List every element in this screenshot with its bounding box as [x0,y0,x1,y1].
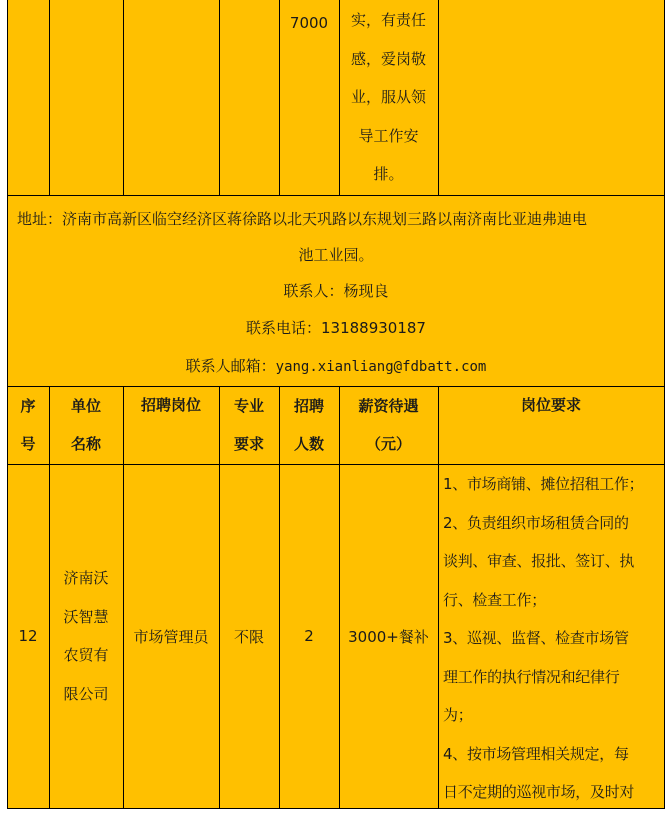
address-text: 池工业园。 [298,246,374,264]
count-text: 2 [304,627,314,645]
column-divider [438,0,439,195]
major-cell [219,464,279,808]
recruitment-table [7,0,665,809]
address-line [7,199,665,239]
row-no-text: 12 [18,627,38,645]
requirements-line: 排。 [373,165,404,183]
header-count [279,386,339,464]
contact-person-text: 联系人：杨现良 [283,282,389,300]
requirements-line: 日不定期的巡视市场，及时对 [443,783,635,801]
requirements-line: 感，爱岗敬 [350,49,426,68]
header-text: 号 [20,435,36,453]
contact-email [7,348,665,384]
requirements-line: 谈判、审查、报批、签订、执 [443,552,635,570]
row-no [7,464,49,808]
position-cell [123,464,219,808]
requirements-line: 理工作的执行情况和纪律行 [443,667,620,686]
header-salary [339,386,438,464]
count-cell [279,464,339,808]
requirements-line: 业，服从领 [350,88,426,106]
requirements-line: 行、检查工作； [443,590,546,609]
column-divider [49,0,50,195]
header-text: 薪资待遇 [358,397,419,415]
company-line: 农贸有 [63,646,109,664]
requirements-line: 导工作安 [358,126,419,145]
header-text: 招聘 [293,397,324,415]
address-text: 地址：济南市高新区临空经济区蒋徐路以北天巩路以东规划三路以南济南比亚迪弗迪电 [17,210,588,228]
salary-value: 7000 [289,14,329,32]
header-text: 要求 [233,435,264,453]
requirements-line: 1、市场商铺、摊位招租工作； [443,475,644,493]
header-text: 序 [20,397,36,415]
header-text: 单位 [70,397,101,415]
header-major [219,386,279,464]
contact-email-label: 联系人邮箱： [185,357,276,375]
company-line: 济南沃 [63,569,109,587]
column-divider [219,0,220,195]
column-divider [664,0,665,809]
company-line: 沃智慧 [63,607,109,626]
major-text: 不限 [233,627,264,646]
requirements-cell [443,465,664,812]
position-text: 市场管理员 [133,627,209,646]
requirements-line: 4、按市场管理相关规定，每 [443,744,629,763]
header-text: 岗位要求 [520,396,581,414]
header-no [7,386,49,464]
header-position [123,386,219,424]
requirements-cell [339,1,438,194]
column-divider [438,386,439,809]
header-text: 名称 [70,435,101,453]
header-text: 人数 [293,435,324,453]
header-requirements [438,386,664,424]
contact-phone-text: 联系电话：13188930187 [246,319,426,337]
salary-text: 3000+餐补 [348,627,429,646]
column-divider [123,0,124,195]
company-line: 限公司 [63,684,109,703]
salary-cell [339,464,438,808]
requirements-line: 3、巡视、监督、检查市场管 [443,629,629,647]
header-text: 招聘岗位 [140,396,201,414]
header-text: （元） [365,435,411,453]
header-company [49,386,123,464]
requirements-line: 2、负责组织市场租赁合同的 [443,513,629,532]
address-line [7,237,665,273]
contact-email-link[interactable]: yang.xianliang@fdbatt.com [275,359,487,375]
requirements-line: 实，有责任 [350,11,426,29]
contact-phone [7,310,665,346]
contact-person [7,273,665,309]
header-text: 专业 [233,397,264,415]
salary-cell [279,4,339,42]
row-divider [7,195,665,196]
company-cell [49,464,123,808]
requirements-line: 为； [443,706,473,724]
